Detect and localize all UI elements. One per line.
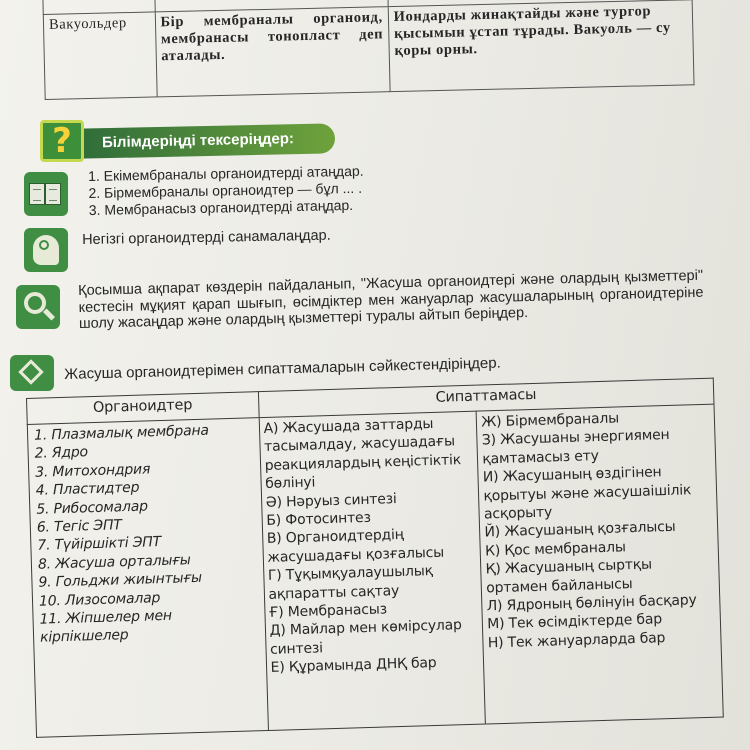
list-item: З) Жасушаны энергиямен қамтамасыз ету [481,427,670,468]
organoid-list [27,418,268,738]
list-item: 8. Жасуша орталығы [37,552,191,573]
task-research: Қосымша ақпарат көздерін пайдаланып, "Жасуша органоидтері және олардың қызметтері" кестесін мұқият қарап шығып, өсімдіктер мен жануарлар жасушаларының органоидтеріне шолу жасаңдар және олардың қызметтері туралы айтып беріңдер. [78,267,704,332]
list-item: Д) Майлар мен көмірсулар синтезі [269,617,462,658]
list-item: Й) Жасушаның қозғалысы [484,519,676,541]
list-item: 9. Гольджи жиынтығы [38,570,203,591]
list-item: 6. Тегіс ЭПТ [36,517,122,536]
list-item: 2. Бірмембраналы органоидтер — бұл ... . [88,179,363,201]
list-item: 5. Рибосомалар [36,498,149,518]
book-icon [24,172,68,216]
list-item: Н) Тек жануарларда бар [487,630,666,652]
task-matching: Жасуша органоидтерімен сипаттамаларын сәйкестендіріңдер. [64,354,501,383]
list-item: Ә) Нәруыз синтезі [265,490,397,511]
list-item: 11. Жіпшелер мен кірпікшелер [39,607,173,647]
description-list-b [476,404,723,724]
list-item: А) Жасушада заттарды тасымалдау, жасушадағы реакциялардың кеңістіктік бөлінуі [263,415,462,493]
check-knowledge-banner [40,120,340,162]
magnifier-icon [16,285,60,329]
list-item: Г) Тұқымқуалаушылық ақпаратты сақтау [267,563,434,603]
list-item: Л) Ядроның бөлінуін басқару [486,592,697,615]
list-item: Ж) Бірмембраналы [481,410,620,431]
list-item: 1. Екімембраналы органоидтерді атаңдар. [88,162,364,184]
description-list-a [259,411,486,730]
list-item: Е) Құрамында ДНҚ бар [270,655,437,677]
list-item: 3. Мембранасыз органоидтерді атаңдар. [88,196,354,218]
table-row [43,0,694,99]
banner-title: Білімдеріңді тексеріңдер: [80,123,336,158]
question-mark-icon: ? [40,120,84,162]
task-list-organoids: Негізгі органоидтерді санамалаңдар. [82,227,331,248]
list-item: М) Тек өсімдіктерде бар [487,611,663,633]
hand-diamond-icon [10,355,54,391]
list-item: Қ) Жасушаның сыртқы ортамен байланысы [485,556,653,597]
organoid-summary-table [42,0,695,100]
matching-table [26,378,724,738]
table-cell: Вакуольдер [43,12,156,100]
column-header-organoids: Органоидтер [27,392,259,425]
list-item: 10. Лизосомалар [38,589,161,610]
table-cell: Иондарды жинақтайды және тургор қысымын ұстап тұрады. Вакуоль — су қоры орны. [388,0,694,92]
column-header-descriptions: Сипаттамасы [258,378,714,417]
list-item: 3. Митохондрия [34,461,151,481]
head-gear-icon [24,228,68,272]
list-item: Ғ) Мембранасыз [268,601,388,621]
list-item: 4. Пластидтер [35,479,140,499]
list-item: 7. Түйіршікті ЭПТ [37,534,162,555]
list-item: Б) Фотосинтез [266,509,371,529]
list-item: И) Жасушаның өздігінен қорытуы және жасушаішілік асқорыту [482,464,692,523]
list-item: 1. Плазмалық мембрана [33,422,210,444]
list-item: В) Органоидтердің жасушадағы қозғалысы [266,527,445,566]
table-row [27,404,723,737]
list-item: 2. Ядро [34,444,89,463]
table-cell: Бір мембраналы органоид, мембранасы тонопласт деп аталады. [155,6,390,97]
question-list [88,163,364,219]
list-item: К) Қос мембраналы [484,539,626,560]
